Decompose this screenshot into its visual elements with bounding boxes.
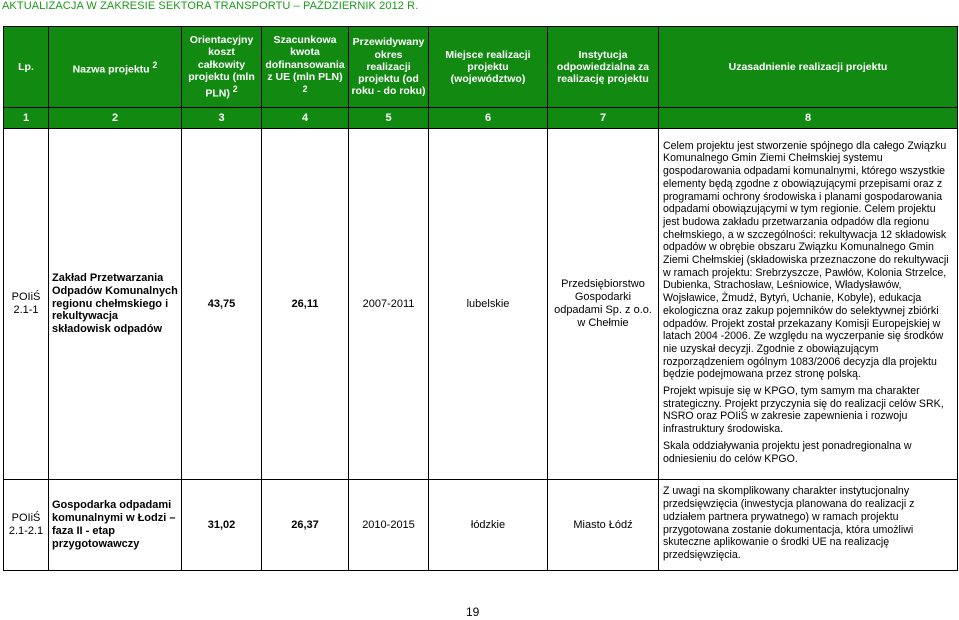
- row-lp: POIiŚ 2.1-1: [4, 129, 49, 480]
- row-project-name: Zakład Przetwarzania Odpadów Komunalnych regionu chełmskiego i rekultywacja składowisk odpadów: [49, 129, 182, 480]
- row-justification: [659, 480, 958, 571]
- column-number: 5: [349, 108, 429, 129]
- projects-table: [3, 26, 958, 571]
- justification-paragraph: Z uwagi na skomplikowany charakter instytucjonalny przedsięwzięcia (inwestycja planowana do realizacji z udziałem partnera prywatnego) w ramach projektu przygotowana zostanie dokumentacja, która umożliwi skuteczne aplikowanie o środki UE na realizację przedsięwzięcia.: [663, 485, 915, 561]
- row-justification: [659, 129, 958, 480]
- page-header: AKTUALIZACJA W ZAKRESIE SEKTORA TRANSPORTU – PAŹDZIERNIK 2012 R.: [2, 0, 419, 12]
- row-project-name: Gospodarka odpadami komunalnymi w Łodzi – faza II - etap przygotowawczy: [49, 480, 182, 571]
- row-place: lubelskie: [429, 129, 548, 480]
- column-numbers-row: [4, 108, 958, 129]
- col-header-period: Przewidywany okres realizacji projektu (od roku - do roku): [349, 27, 429, 108]
- column-number: 2: [49, 108, 182, 129]
- table-row: [4, 129, 958, 480]
- column-number: 8: [659, 108, 958, 129]
- header-row: [4, 27, 958, 108]
- column-number: 7: [548, 108, 659, 129]
- col-header-place: Miejsce realizacji projektu (województwo): [429, 27, 548, 108]
- justification-paragraph: Celem projektu jest stworzenie spójnego dla całego Związku Komunalnego Gmin Ziemi Chełmskiej systemu gospodarowania odpadami komunalnymi, którego wszystkie elementy będą zgodne z obowiązującymi przepisami oraz z programami ochrony środowiska i planami gospodarowania odpadami obowiązującymi w tym regionie. Celem projektu jest budowa zakładu przetwarzania odpadów dla regionu chełmskiego, a w szczególności: rekultywacja 12 składowisk odpadów w obrębie obszaru Związku Komunalnego Gmin Ziemi Chełmskiej (składowiska przeznaczone do rekultywacji w ramach projektu: Srebrzyszcze, Pawłów, Kolonia Strzelce, Dubienka, Strachosław, Leśniowice, Władysławów, Wojsławice, Żmudź, Bytyń, Uchanie, Kobyle), edukacja ekologiczna oraz zakup pojemników do selektywnej zbiórki odpadów. Projekt został przekazany Komisji Europejskiej w latach 2004 -2006. Ze względu na wyczerpanie się środków nie uzyskał decyzji. Zgodnie z obowiązującym rozporządzeniem ogólnym 1083/2006 decyzja dla projektu będzie podejmowana przez stronę polską.: [663, 139, 949, 381]
- row-place: łódzkie: [429, 480, 548, 571]
- table-row: [4, 480, 958, 571]
- row-cost: 43,75: [182, 129, 262, 480]
- page-number: 19: [466, 605, 480, 619]
- col-header-institution: Instytucja odpowiedzialna za realizację projektu: [548, 27, 659, 108]
- col-header-justification: Uzasadnienie realizacji projektu: [659, 27, 958, 108]
- row-period: 2010-2015: [349, 480, 429, 571]
- row-cost: 31,02: [182, 480, 262, 571]
- row-lp: POIiŚ 2.1-2.1: [4, 480, 49, 571]
- column-number: 4: [262, 108, 349, 129]
- justification-paragraph: Projekt wpisuje się w KPGO, tym samym ma charakter strategiczny. Projekt przyczynia się do realizacji celów SRK, NSRO oraz POIiŚ w zakresie zapewnienia i rozwoju infrastruktury środowiska.: [663, 385, 944, 436]
- row-institution: Przedsiębiorstwo Gospodarki odpadami Sp. z o.o. w Chełmie: [548, 129, 659, 480]
- row-institution: Miasto Łódź: [548, 480, 659, 571]
- row-eu-funding: 26,11: [262, 129, 349, 480]
- column-number: 1: [4, 108, 49, 129]
- row-eu-funding: 26,37: [262, 480, 349, 571]
- col-header-name: Nazwa projektu $^2$: [49, 27, 182, 108]
- col-header-cost: Orientacyjny koszt całkowity projektu (mln PLN) $^2$: [182, 27, 262, 108]
- row-period: 2007-2011: [349, 129, 429, 480]
- col-header-lp: Lp.: [4, 27, 49, 108]
- col-header-eu-funding: Szacunkowa kwota dofinansowania z UE (mln PLN) $^2$: [262, 27, 349, 108]
- justification-paragraph: Skala oddziaływania projektu jest ponadregionalna w odniesieniu do celów KPGO.: [663, 439, 912, 465]
- column-number: 6: [429, 108, 548, 129]
- column-number: 3: [182, 108, 262, 129]
